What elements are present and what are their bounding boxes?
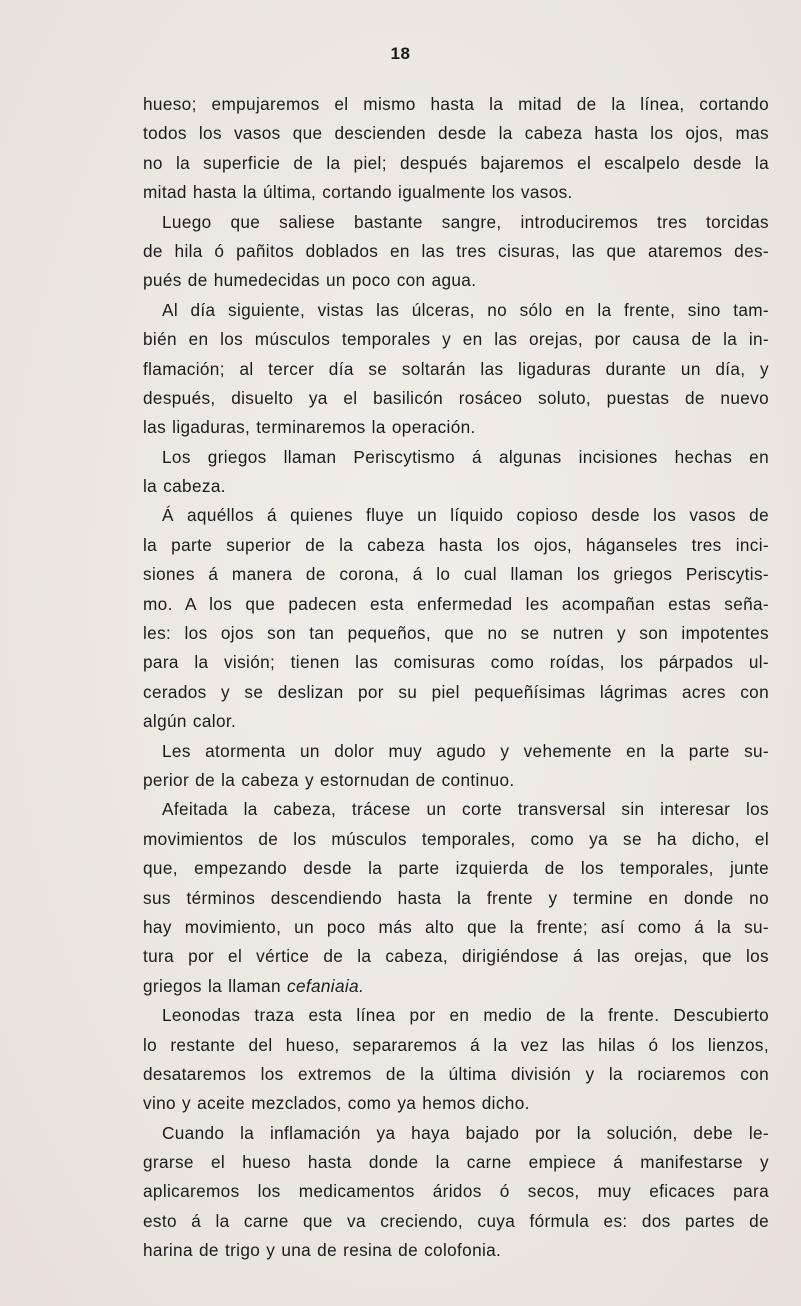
- text-line: [143, 854, 769, 883]
- text-line: [143, 119, 769, 148]
- text-line-content: tura por el vértice de la cabeza, dirigiéndose á las orejas, que los: [143, 946, 769, 967]
- text-line-content: bién en los músculos temporales y en las orejas, por causa de la in-: [143, 329, 769, 350]
- text-line: [143, 1177, 769, 1206]
- text-line: [143, 590, 769, 619]
- text-line: [143, 149, 769, 178]
- text-line: [143, 1148, 769, 1177]
- text-line-content: Leonodas traza esta línea por en medio de la frente. Descubierto: [162, 1005, 769, 1026]
- text-line-content: la parte superior de la cabeza hasta los ojos, háganseles tres inci-: [143, 534, 769, 555]
- text-line: [143, 1236, 769, 1265]
- text-line-content: pués de humedecidas un poco con agua.: [143, 270, 477, 291]
- text-line-content: para la visión; tienen las comisuras como roídas, los párpados ul-: [143, 652, 769, 673]
- text-line-content: perior de la cabeza y estornudan de continuo.: [143, 769, 515, 790]
- text-line-content: de hila ó pañitos doblados en las tres cisuras, las que ataremos des-: [143, 240, 769, 261]
- text-line: [143, 795, 769, 824]
- text-line: [143, 413, 769, 442]
- text-line-content: Á aquéllos á quienes fluye un líquido copioso desde los vasos de: [162, 505, 769, 526]
- text-line-content: Les atormenta un dolor muy agudo y vehemente en la parte su-: [162, 740, 769, 761]
- text-line-content: algún calor.: [143, 711, 237, 732]
- text-line: [143, 384, 769, 413]
- text-line: [143, 296, 769, 325]
- text-line: [143, 355, 769, 384]
- text-line: [143, 325, 769, 354]
- text-line-content: Al día siguiente, vistas las úlceras, no sólo en la frente, sino tam-: [162, 299, 769, 320]
- text-line-content: Luego que saliese bastante sangre, introduciremos tres torcidas: [162, 211, 769, 232]
- text-line-content: todos los vasos que descienden desde la cabeza hasta los ojos, mas: [143, 123, 769, 144]
- text-line: [143, 560, 769, 589]
- text-line: [143, 648, 769, 677]
- text-line-content: la cabeza.: [143, 476, 226, 497]
- text-line: [143, 707, 769, 736]
- page-number: 18: [390, 44, 411, 63]
- text-line: [143, 531, 769, 560]
- text-line-content: sus términos descendiendo hasta la frente y termine en donde no: [143, 887, 769, 908]
- text-line: [143, 1089, 769, 1118]
- text-line: [143, 178, 769, 207]
- text-line-content: que, empezando desde la parte izquierda de los temporales, junte: [143, 858, 769, 879]
- text-line: [143, 678, 769, 707]
- text-line-content: no la superficie de la piel; después bajaremos el escalpelo desde la: [143, 152, 769, 173]
- text-line-content: mitad hasta la última, cortando igualmente los vasos.: [143, 182, 573, 203]
- text-line-content: siones á manera de corona, á lo cual llaman los griegos Periscytis-: [143, 564, 769, 585]
- text-line-content: grarse el hueso hasta donde la carne empiece á manifestarse y: [143, 1152, 769, 1173]
- body-text: [143, 90, 769, 1266]
- text-line-content: cerados y se deslizan por su piel pequeñísimas lágrimas acres con: [143, 681, 769, 702]
- text-line: [143, 913, 769, 942]
- text-line: [143, 766, 769, 795]
- text-line: [143, 472, 769, 501]
- text-line: [143, 884, 769, 913]
- text-line-content: harina de trigo y una de resina de colofonia.: [143, 1240, 502, 1261]
- text-line-content: vino y aceite mezclados, como ya hemos dicho.: [143, 1093, 530, 1114]
- text-line-content: les: los ojos son tan pequeños, que no se nutren y son impotentes: [143, 623, 769, 644]
- text-line-content: lo restante del hueso, separaremos á la vez las hilas ó los lienzos,: [143, 1034, 769, 1055]
- text-line: [143, 619, 769, 648]
- text-line: [143, 501, 769, 530]
- text-line-content: esto á la carne que va creciendo, cuya fórmula es: dos partes de: [143, 1210, 769, 1231]
- text-line-content: desataremos los extremos de la última división y la rociaremos con: [143, 1063, 769, 1084]
- text-line-content: mo. A los que padecen esta enfermedad les acompañan estas seña-: [143, 593, 769, 614]
- text-line: [143, 1060, 769, 1089]
- text-line: [143, 1207, 769, 1236]
- text-line-content: griegos la llaman: [143, 975, 288, 996]
- text-line: [143, 90, 769, 119]
- text-line: [143, 208, 769, 237]
- text-line: [143, 942, 769, 971]
- text-line: [143, 972, 769, 1001]
- text-line-content: las ligaduras, terminaremos la operación.: [143, 417, 476, 438]
- text-line-content: aplicaremos los medicamentos áridos ó secos, muy eficaces para: [143, 1181, 769, 1202]
- italic-term: cefaniaia.: [287, 975, 365, 996]
- text-line: [143, 266, 769, 295]
- text-line-content: Cuando la inflamación ya haya bajado por la solución, debe le-: [162, 1122, 769, 1143]
- text-line-content: hay movimiento, un poco más alto que la frente; así como á la su-: [143, 916, 769, 937]
- text-line-content: después, disuelto ya el basilicón rosáceo soluto, puestas de nuevo: [143, 387, 769, 408]
- text-line: [143, 1001, 769, 1030]
- text-line-content: Los griegos llaman Periscytismo á algunas incisiones hechas en: [162, 446, 769, 467]
- text-line-content: movimientos de los músculos temporales, como ya se ha dicho, el: [143, 828, 769, 849]
- text-line-content: flamación; al tercer día se soltarán las ligaduras durante un día, y: [143, 358, 769, 379]
- text-line-content: Afeitada la cabeza, trácese un corte transversal sin interesar los: [162, 799, 769, 820]
- text-line: [143, 1119, 769, 1148]
- text-line-content: hueso; empujaremos el mismo hasta la mitad de la línea, cortando: [143, 94, 769, 114]
- text-line: [143, 237, 769, 266]
- text-line: [143, 443, 769, 472]
- text-line: [143, 737, 769, 766]
- text-line: [143, 1031, 769, 1060]
- text-line: [143, 825, 769, 854]
